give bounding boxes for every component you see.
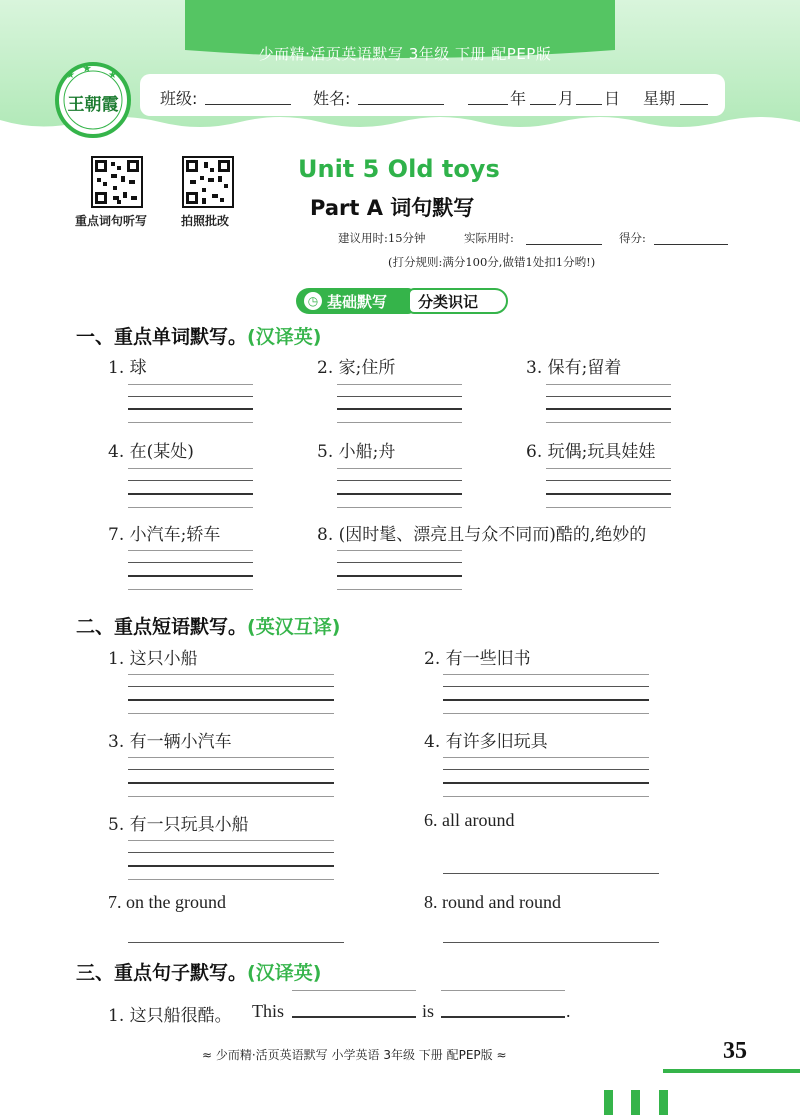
answer-line	[128, 713, 334, 714]
answer-line	[128, 396, 253, 397]
answer-line	[128, 674, 334, 675]
answer-line	[443, 713, 649, 714]
answer-line	[128, 865, 334, 867]
phrase-item-4: 4. 有许多旧玩具	[424, 732, 548, 752]
phrase-answer-7[interactable]	[128, 942, 344, 943]
banner-left-label: 基础默写	[327, 293, 388, 311]
score-blank[interactable]	[654, 244, 728, 245]
answer-line	[128, 384, 253, 385]
footer-bar	[631, 1090, 640, 1115]
phrase-item-3: 3. 有一辆小汽车	[108, 732, 232, 752]
section2-title-text: 二、重点短语默写。	[76, 616, 248, 638]
answer-line	[546, 480, 671, 481]
section3-title	[76, 958, 321, 985]
answer-line	[337, 575, 462, 577]
phrase-answer-8[interactable]	[443, 942, 659, 943]
answer-line	[128, 879, 334, 880]
answer-line	[337, 408, 462, 410]
qr-caption-listening: 重点词句听写	[75, 214, 148, 228]
answer-line	[443, 782, 649, 784]
phrase-item-6: 6. all around	[424, 810, 515, 830]
answer-line	[441, 1016, 565, 1018]
section2-title	[76, 612, 340, 639]
clock-icon: ◷	[304, 292, 322, 310]
qr-pattern-icon	[93, 158, 141, 206]
sentence-1-chinese: 1. 这只船很酷。	[108, 1006, 232, 1026]
student-info-bar	[140, 74, 725, 116]
answer-line	[128, 699, 334, 701]
word-item-3: 3. 保有;留着	[526, 358, 622, 378]
month-blank[interactable]	[530, 104, 556, 105]
unit-title: Unit 5 Old toys	[298, 155, 500, 183]
answer-line	[128, 562, 253, 563]
qr-code-photo-grading[interactable]	[182, 156, 234, 208]
sentence-1-word-this: This	[252, 1001, 285, 1021]
answer-line	[443, 769, 649, 770]
actual-time-blank[interactable]	[526, 244, 602, 245]
answer-line	[128, 422, 253, 423]
phrase-item-7: 7. on the ground	[108, 892, 226, 912]
word-item-2: 2. 家;住所	[317, 358, 396, 378]
phrase-item-2: 2. 有一些旧书	[424, 649, 531, 669]
answer-line	[292, 990, 416, 991]
weekday-label: 星期	[643, 89, 676, 108]
class-blank[interactable]	[205, 104, 291, 105]
answer-line	[546, 422, 671, 423]
year-blank[interactable]	[468, 104, 508, 105]
suggested-time: 建议用时:15分钟	[338, 231, 426, 245]
section1-title-text: 一、重点单词默写。	[76, 326, 248, 348]
answer-line	[128, 493, 253, 495]
answer-line	[128, 480, 253, 481]
answer-line	[337, 589, 462, 590]
name-label: 姓名:	[313, 89, 351, 108]
banner-right-label: 分类识记	[418, 293, 479, 311]
word-item-6: 6. 玩偶;玩具娃娃	[526, 442, 656, 462]
phrase-item-8: 8. round and round	[424, 892, 561, 912]
sentence-1-word-is: is	[422, 1001, 435, 1021]
footer-text: ≈ 少而精·活页英语默写 小学英语 3年级 下册 配PEP版 ≈	[202, 1048, 507, 1062]
phrase-answer-6[interactable]	[443, 873, 659, 874]
series-title: 少而精·活页英语默写 3年级 下册 配PEP版	[258, 45, 552, 63]
day-blank[interactable]	[576, 104, 602, 105]
class-label: 班级:	[160, 89, 198, 108]
section1-hint: (汉译英)	[247, 326, 322, 348]
answer-line	[337, 422, 462, 423]
word-item-5: 5. 小船;舟	[317, 442, 396, 462]
section3-hint: (汉译英)	[247, 962, 322, 984]
scoring-rule: (打分规则:满分100分,做错1处扣1分哟!)	[388, 255, 596, 269]
answer-line	[546, 493, 671, 495]
answer-line	[337, 507, 462, 508]
answer-line	[128, 589, 253, 590]
year-label: 年	[510, 89, 527, 108]
answer-line	[443, 757, 649, 758]
answer-line	[128, 408, 253, 410]
answer-line	[292, 1016, 416, 1018]
answer-line	[546, 408, 671, 410]
answer-line	[128, 840, 334, 841]
answer-line	[546, 396, 671, 397]
page-number: 35	[723, 1038, 747, 1064]
footer-bar	[604, 1090, 613, 1115]
answer-line	[128, 468, 253, 469]
actual-time-label: 实际用时:	[464, 231, 514, 245]
word-item-7: 7. 小汽车;轿车	[108, 525, 221, 545]
section2-hint: (英汉互译)	[247, 616, 341, 638]
part-title: Part A 词句默写	[310, 196, 475, 220]
phrase-item-5: 5. 有一只玩具小船	[108, 815, 249, 835]
answer-line	[128, 686, 334, 687]
answer-line	[128, 507, 253, 508]
section-banner	[296, 288, 508, 314]
answer-line	[128, 782, 334, 784]
answer-line	[337, 468, 462, 469]
answer-line	[443, 699, 649, 701]
word-item-8: 8. (因时髦、漂亮且与众不同而)酷的,绝妙的	[317, 525, 647, 545]
qr-caption-photo-grading: 拍照批改	[181, 214, 230, 228]
answer-line	[546, 468, 671, 469]
score-label: 得分:	[619, 231, 646, 245]
svg-text:★: ★	[66, 70, 75, 81]
section3-title-text: 三、重点句子默写。	[76, 962, 248, 984]
answer-line	[128, 769, 334, 770]
answer-line	[443, 796, 649, 797]
logo-text: 王朝霞	[67, 95, 119, 115]
page-header	[0, 0, 800, 140]
answer-line	[128, 550, 253, 551]
word-item-4: 4. 在(某处)	[108, 442, 194, 462]
sentence-1-period: .	[566, 1001, 571, 1021]
answer-line	[128, 757, 334, 758]
answer-line	[337, 562, 462, 563]
qr-pattern-icon	[184, 158, 232, 206]
qr-code-listening[interactable]	[91, 156, 143, 208]
answer-line	[337, 550, 462, 551]
answer-line	[128, 796, 334, 797]
phrase-item-1: 1. 这只小船	[108, 649, 198, 669]
answer-line	[128, 852, 334, 853]
answer-line	[546, 384, 671, 385]
footer-accent-line	[663, 1069, 800, 1073]
answer-line	[441, 990, 565, 991]
answer-line	[443, 686, 649, 687]
svg-text:★: ★	[82, 62, 92, 75]
word-item-1: 1. 球	[108, 358, 147, 378]
footer-bar	[659, 1090, 668, 1115]
answer-line	[337, 384, 462, 385]
answer-line	[443, 674, 649, 675]
answer-line	[337, 396, 462, 397]
month-label: 月	[558, 89, 575, 108]
answer-line	[546, 507, 671, 508]
weekday-blank[interactable]	[680, 104, 708, 105]
day-label: 日	[604, 89, 621, 108]
svg-text:★: ★	[108, 70, 117, 81]
answer-line	[337, 493, 462, 495]
answer-line	[337, 480, 462, 481]
section1-title	[76, 322, 321, 349]
name-blank[interactable]	[358, 104, 444, 105]
answer-line	[128, 575, 253, 577]
